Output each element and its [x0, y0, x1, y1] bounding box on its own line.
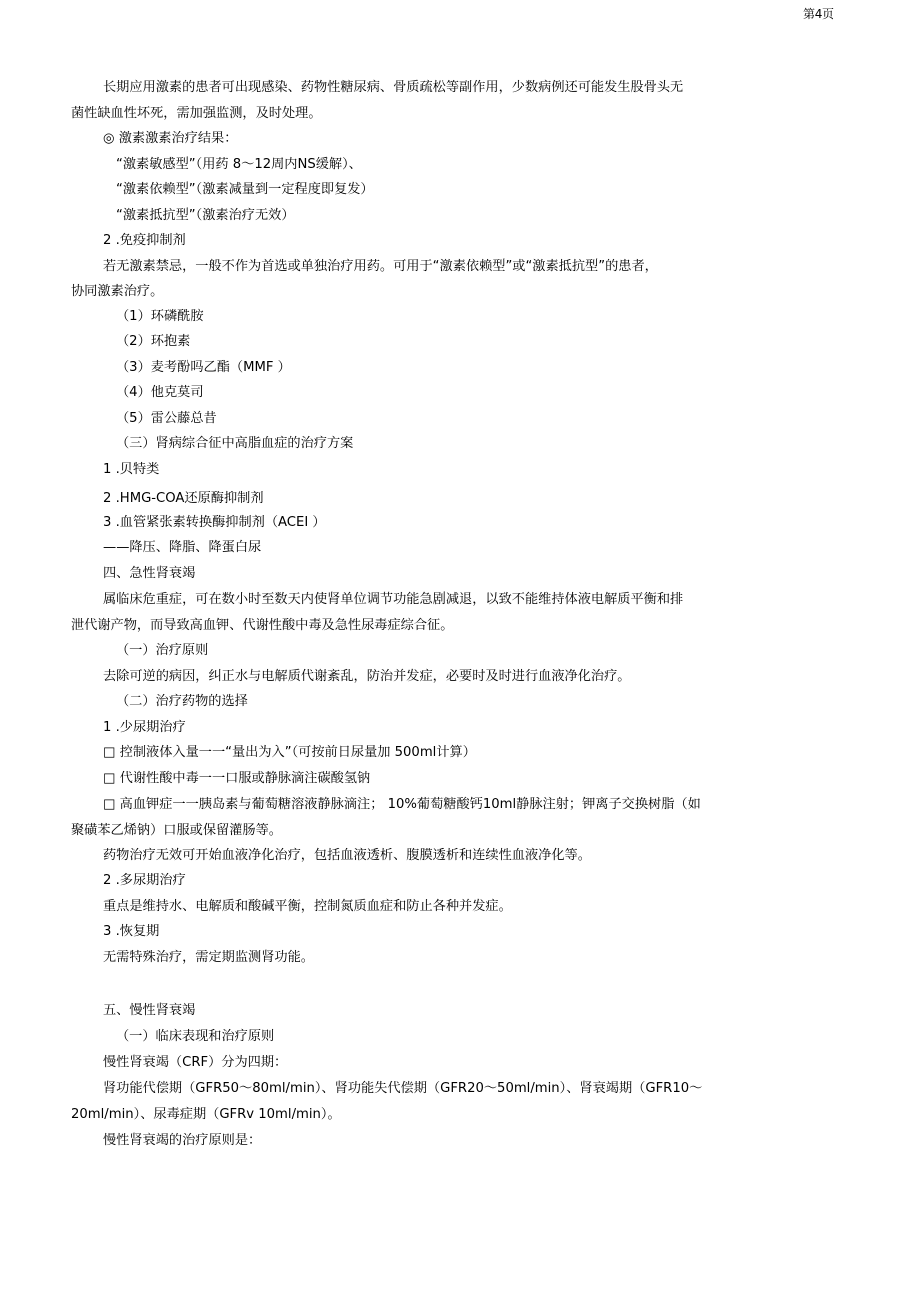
paragraph-line: 去除可逆的病因，纠正水与电解质代谢紊乱，防治并发症，必要时及时进行血液净化治疗。: [103, 669, 631, 684]
list-item: （5）雷公藤总昔: [116, 411, 217, 426]
section-heading: 四、急性肾衰竭: [103, 566, 196, 581]
paragraph-line: 菌性缺血性坏死，需加强监测，及时处理。: [71, 106, 322, 121]
paragraph-line: “激素敏感型”（用药 8～12周内NS缓解）、: [116, 157, 362, 172]
paragraph-line: “激素抵抗型”（激素治疗无效）: [116, 208, 295, 223]
section-heading: 3 .恢复期: [103, 924, 160, 939]
paragraph-line: 若无激素禁忌，一般不作为首选或单独治疗用药。可用于“激素依赖型”或“激素抵抗型”的患者，: [103, 259, 658, 274]
bullet-item: □ 控制液体入量一一“量出为入”（可按前日尿量加 500ml计算）: [103, 745, 476, 760]
list-item: （4）他克莫司: [116, 385, 204, 400]
paragraph-line: 20ml/min）、尿毒症期（GFRv 10ml/min）。: [71, 1107, 341, 1122]
section-heading: 1 .少尿期治疗: [103, 720, 186, 735]
paragraph-line: 属临床危重症，可在数小时至数天内使肾单位调节功能急剧减退，以致不能维持体液电解质平衡和排: [103, 592, 684, 607]
section-heading: （一）临床表现和治疗原则: [116, 1029, 275, 1044]
list-item: （3）麦考酚吗乙酯（MMF ）: [116, 360, 291, 375]
paragraph-line: 泄代谢产物，而导致高血钾、代谢性酸中毒及急性尿毒症综合征。: [71, 618, 454, 633]
list-item: 1 .贝特类: [103, 462, 160, 477]
bullet-item: □ 代谢性酸中毒一一口服或静脉滴注碳酸氢钠: [103, 771, 371, 786]
page-number: 第4页: [803, 7, 834, 21]
paragraph-line: 重点是维持水、电解质和酸碱平衡，控制氮质血症和防止各种并发症。: [103, 899, 512, 914]
section-heading: 2 .多尿期治疗: [103, 873, 186, 888]
list-item: 2 .HMG-COA还原酶抑制剂: [103, 491, 264, 506]
section-heading: 2 .免疫抑制剂: [103, 233, 186, 248]
section-heading: （一）治疗原则: [116, 643, 209, 658]
list-item: （1）环磷酰胺: [116, 309, 204, 324]
bullet-item: □ 高血钾症一一胰岛素与葡萄糖溶液静脉滴注； 10%葡萄糖酸钙10ml静脉注射；钾离子交换树脂（如: [103, 797, 701, 812]
paragraph-line: 长期应用激素的患者可出现感染、药物性糖尿病、骨质疏松等副作用，少数病例还可能发生股骨头无: [103, 80, 684, 95]
paragraph-line: 药物治疗无效可开始血液净化治疗，包括血液透析、腹膜透析和连续性血液净化等。: [103, 848, 591, 863]
section-heading: 五、慢性肾衰竭: [103, 1003, 196, 1018]
paragraph-line: 聚磺苯乙烯钠）口服或保留灌肠等。: [71, 823, 282, 838]
list-item: 3 .血管紧张素转换酶抑制剂（ACEI ）: [103, 515, 326, 530]
paragraph-line: 慢性肾衰竭（CRF）分为四期：: [103, 1055, 288, 1070]
paragraph-line: ◎ 激素激素治疗结果：: [103, 131, 238, 146]
list-item: （2）环抱素: [116, 334, 191, 349]
section-heading: （三）肾病综合征中高脂血症的治疗方案: [116, 436, 354, 451]
paragraph-line: 无需特殊治疗，需定期监测肾功能。: [103, 950, 314, 965]
paragraph-line: 协同激素治疗。: [71, 284, 164, 299]
paragraph-line: “激素依赖型”（激素减量到一定程度即复发）: [116, 182, 374, 197]
section-heading: （二）治疗药物的选择: [116, 694, 248, 709]
paragraph-line: ——降压、降脂、降蛋白尿: [103, 540, 262, 555]
paragraph-line: 肾功能代偿期（GFR50～80ml/min）、肾功能失代偿期（GFR20～50ml/min）、肾衰竭期（GFR10～: [103, 1081, 703, 1096]
paragraph-line: 慢性肾衰竭的治疗原则是：: [103, 1133, 262, 1148]
